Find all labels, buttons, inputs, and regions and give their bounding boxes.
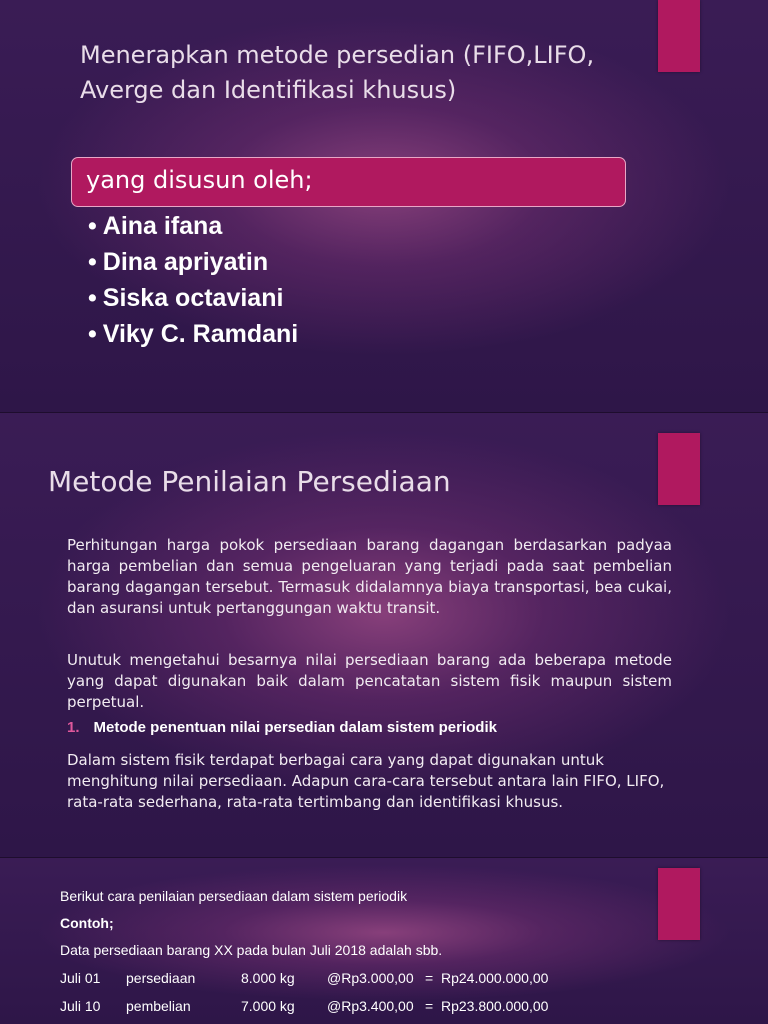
numbered-heading <box>67 719 672 736</box>
author-item <box>88 208 298 244</box>
row-qty: 7.000 kg <box>241 998 295 1014</box>
row-type: pembelian <box>126 998 191 1014</box>
row-eq: = <box>425 970 434 986</box>
example-label: Contoh; <box>60 915 114 931</box>
intro-text: Berikut cara penilaian persediaan dalam sistem periodik <box>60 888 408 904</box>
author-item <box>88 316 298 352</box>
author-name: Siska octaviani <box>102 284 284 312</box>
row-date: Juli 01 <box>60 970 101 986</box>
author-name: Dina apriyatin <box>102 248 269 276</box>
row-price: @Rp3.400,00 <box>327 998 414 1014</box>
inventory-row <box>60 998 548 1014</box>
row-total: Rp24.000.000,00 <box>441 970 549 986</box>
accent-bar <box>658 0 700 72</box>
bullet-icon: • <box>88 248 97 276</box>
author-item <box>88 280 298 316</box>
item-number: 1. <box>67 719 80 736</box>
row-eq: = <box>425 998 434 1014</box>
paragraph-definition: Perhitungan harga pokok persediaan barang dagangan berdasarkan padyaa harga pembelian dan semua pengeluaran yang terjadi pada saat pembelian barang dagangan tersebut. Termasuk didalamnya biaya transportasi, bea cukai, dan asuransi untuk pertanggungan waktu transit. <box>67 536 672 617</box>
row-type: persediaan <box>126 970 196 986</box>
paragraph-physical-system: Dalam sistem fisik terdapat berbagai cara yang dapat digunakan untuk menghitung nilai persediaan. Adapun cara-cara tersebut antara lain FIFO, LIFO, rata-rata sederhana, rata-rata tertimbang dan identifikasi khusus. <box>67 751 665 811</box>
data-line: Data persediaan barang XX pada bulan Juli 2018 adalah sbb. <box>60 942 443 958</box>
inventory-row <box>60 970 548 986</box>
presentation-title: Menerapkan metode persedian (FIFO,LIFO, Averge dan Identifikasi khusus) <box>80 41 595 104</box>
slide-method <box>0 413 768 858</box>
bullet-icon: • <box>88 212 97 240</box>
item-label: Metode penentuan nilai persedian dalam sistem periodik <box>93 719 497 736</box>
bullet-icon: • <box>88 284 97 312</box>
accent-bar <box>658 433 700 505</box>
row-price: @Rp3.000,00 <box>327 970 414 986</box>
row-total: Rp23.800.000,00 <box>441 998 549 1014</box>
subtitle-box: yang disusun oleh; <box>71 157 626 207</box>
author-item <box>88 244 298 280</box>
accent-bar <box>658 868 700 940</box>
slide-title <box>0 0 768 413</box>
paragraph-methods: Unutuk mengetahui besarnya nilai persediaan barang ada beberapa metode yang dapat digunakan baik dalam pencatatan sistem fisik maupun sistem perpetual. <box>67 651 672 711</box>
slide-title-heading: Metode Penilaian Persediaan <box>48 465 451 498</box>
slide-example <box>0 858 768 1024</box>
row-date: Juli 10 <box>60 998 101 1014</box>
author-name: Aina ifana <box>102 212 223 240</box>
bullet-icon: • <box>88 320 97 348</box>
row-qty: 8.000 kg <box>241 970 295 986</box>
author-list <box>88 208 298 352</box>
author-name: Viky C. Ramdani <box>102 320 299 348</box>
